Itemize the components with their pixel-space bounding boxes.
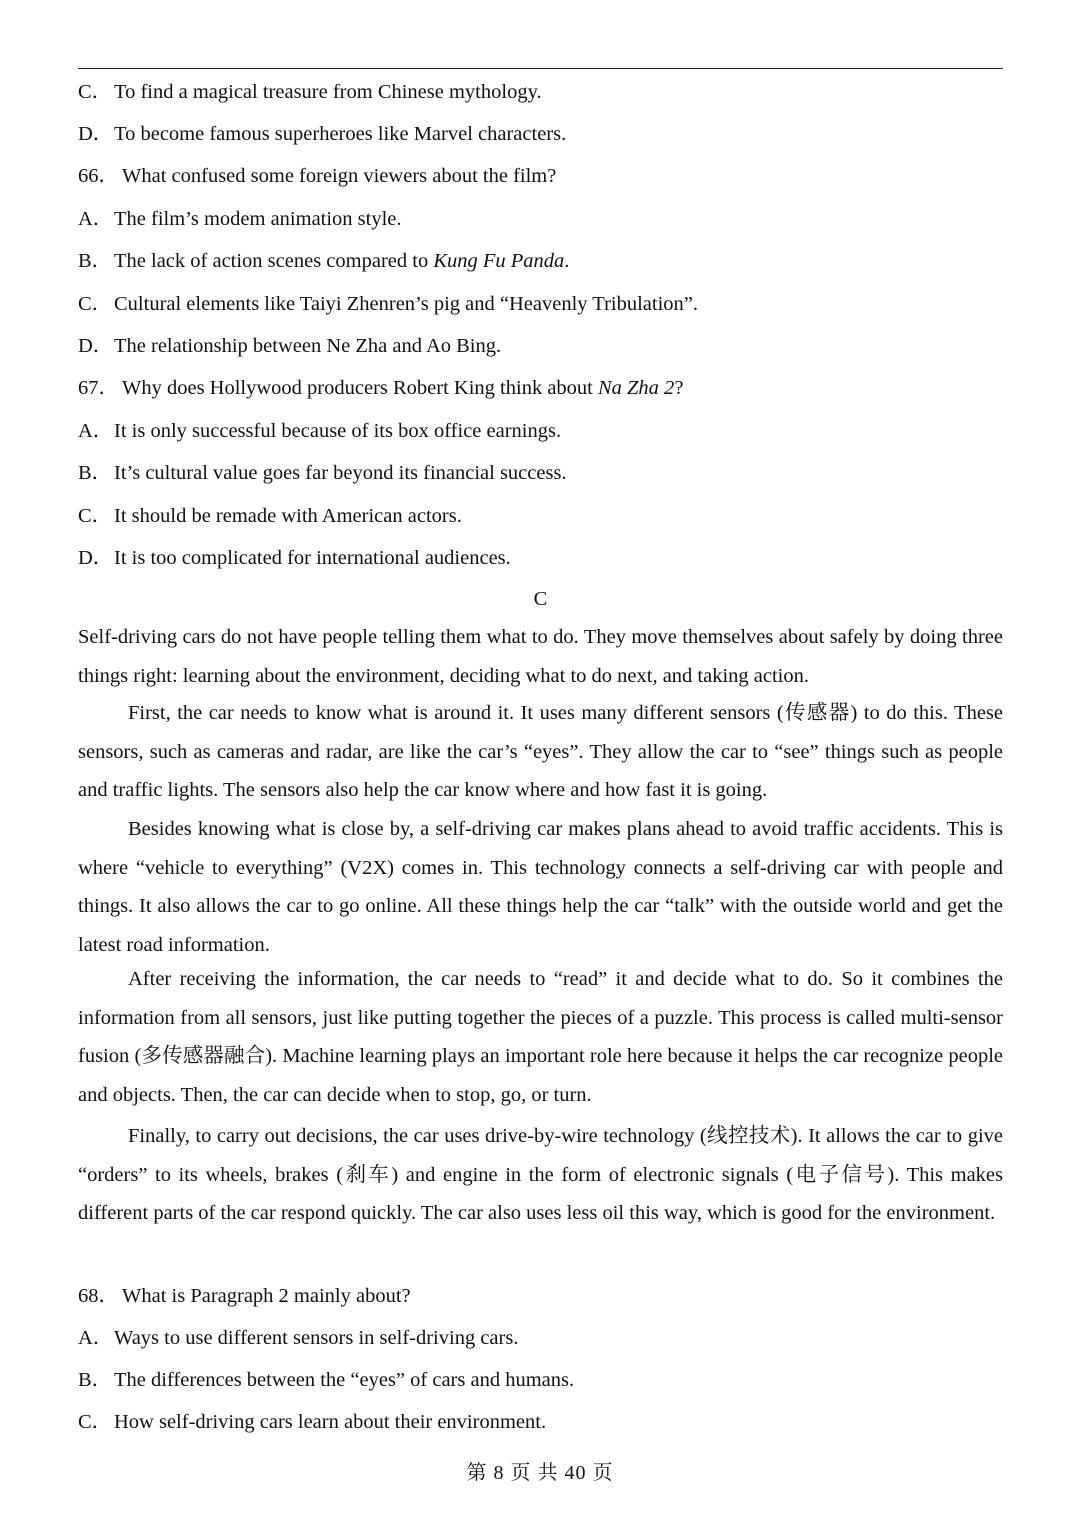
option-68c: C．How self-driving cars learn about their environment. — [78, 1411, 547, 1433]
question-67: 67． Why does Hollywood producers Robert King think about Na Zha 2? — [78, 377, 684, 399]
option-66b: B．The lack of action scenes compared to Kung Fu Panda. — [78, 250, 570, 272]
page-footer: 第 8 页 共 40 页 — [466, 1462, 614, 1484]
passage-paragraph-5: Finally, to carry out decisions, the car uses drive-by-wire technology (线控技术). It allows the car to give “orders” to its wheels, brakes (刹车) and engine in the form of electronic signals (电子信号). This makes different parts of the car respond quickly. The car also uses less oil this way, which is good for the environment. — [78, 1125, 1003, 1224]
passage-paragraph-3: Besides knowing what is close by, a self-driving car makes plans ahead to avoid traffic accidents. This is where “vehicle to everything” (V2X) comes in. This technology connects a self-driving car with people and things. It also allows the car to go online. All these things help the car “talk” with the outside world and get the latest road information. — [78, 818, 1003, 956]
passage-paragraph-1: Self-driving cars do not have people telling them what to do. They move themselves about safely by doing three things right: learning about the environment, deciding what to do next, and taking action. — [78, 626, 1003, 687]
option-67b: B．It’s cultural value goes far beyond its financial success. — [78, 462, 567, 484]
option-66d: D．The relationship between Ne Zha and Ao Bing. — [78, 335, 502, 357]
option-67a: A．It is only successful because of its box office earnings. — [78, 420, 562, 442]
question-68: 68． What is Paragraph 2 mainly about? — [78, 1285, 411, 1307]
section-heading: C — [533, 588, 548, 610]
option-66a: A．The film’s modem animation style. — [78, 208, 402, 230]
option-67c: C．It should be remade with American actors. — [78, 505, 462, 527]
option-68b: B．The differences between the “eyes” of cars and humans. — [78, 1369, 575, 1391]
option-65d: D．To become famous superheroes like Marvel characters. — [78, 123, 567, 145]
option-66c: C．Cultural elements like Taiyi Zhenren’s pig and “Heavenly Tribulation”. — [78, 293, 699, 315]
passage-paragraph-4: After receiving the information, the car needs to “read” it and decide what to do. So it combines the information from all sensors, just like putting together the pieces of a puzzle. This process is called multi-sensor fusion (多传感器融合). Machine learning plays an important role here because it helps the car recognize people and objects. Then, the car can decide when to stop, go, or turn. — [78, 968, 1003, 1106]
top-rule — [78, 68, 1003, 69]
film-title: Na Zha 2 — [597, 377, 675, 399]
film-title: Kung Fu Panda — [433, 250, 565, 272]
option-65c: C．To find a magical treasure from Chinese mythology. — [78, 81, 542, 103]
option-68a: A．Ways to use different sensors in self-driving cars. — [78, 1327, 519, 1349]
question-66: 66． What confused some foreign viewers about the film? — [78, 165, 557, 187]
passage-paragraph-2: First, the car needs to know what is around it. It uses many different sensors (传感器) to do this. These sensors, such as cameras and radar, are like the car’s “eyes”. They allow the car to “see” things such as people and traffic lights. The sensors also help the car know where and how fast it is going. — [78, 702, 1003, 801]
option-67d: D．It is too complicated for international audiences. — [78, 547, 511, 569]
